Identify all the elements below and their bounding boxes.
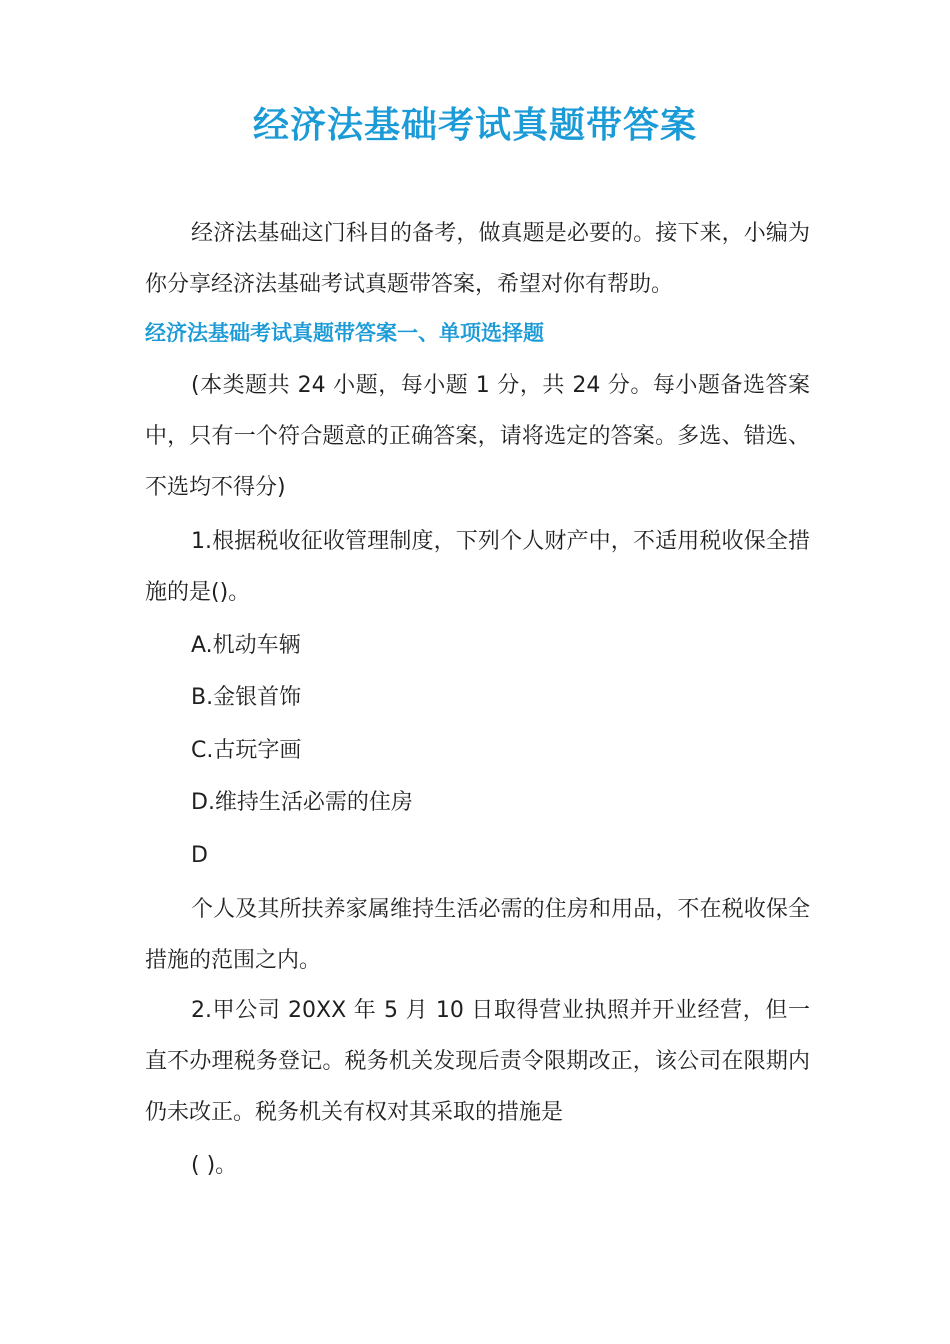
question-2-stem: 2.甲公司 20XX 年 5 月 10 日取得营业执照并开业经营，但一直不办理税务登记。税务机关发现后责令限期改正，该公司在限期内仍未改正。税务机关有权对其采取的措施是	[145, 998, 810, 1125]
intro-paragraph: 经济法基础这门科目的备考，做真题是必要的。接下来，小编为你分享经济法基础考试真题带答案，希望对你有帮助。	[145, 221, 810, 297]
question-1-option-a: A.机动车辆	[191, 633, 301, 658]
question-1-stem: 1.根据税收征收管理制度，下列个人财产中，不适用税收保全措施的是()。	[145, 529, 810, 605]
question-2-blank: ( )。	[191, 1153, 238, 1178]
question-1-option-c: C.古玩字画	[191, 738, 302, 763]
question-1-answer: D	[191, 843, 208, 868]
instructions-paragraph: (本类题共 24 小题，每小题 1 分，共 24 分。每小题备选答案中，只有一个符合题意的正确答案，请将选定的答案。多选、错选、不选均不得分)	[145, 373, 810, 500]
question-1-explanation: 个人及其所扶养家属维持生活必需的住房和用品，不在税收保全措施的范围之内。	[145, 897, 810, 973]
document-title: 经济法基础考试真题带答案	[252, 105, 697, 146]
question-1-option-d: D.维持生活必需的住房	[191, 790, 413, 815]
question-1-option-b: B.金银首饰	[191, 685, 302, 710]
section-heading: 经济法基础考试真题带答案一、单项选择题	[145, 321, 544, 345]
